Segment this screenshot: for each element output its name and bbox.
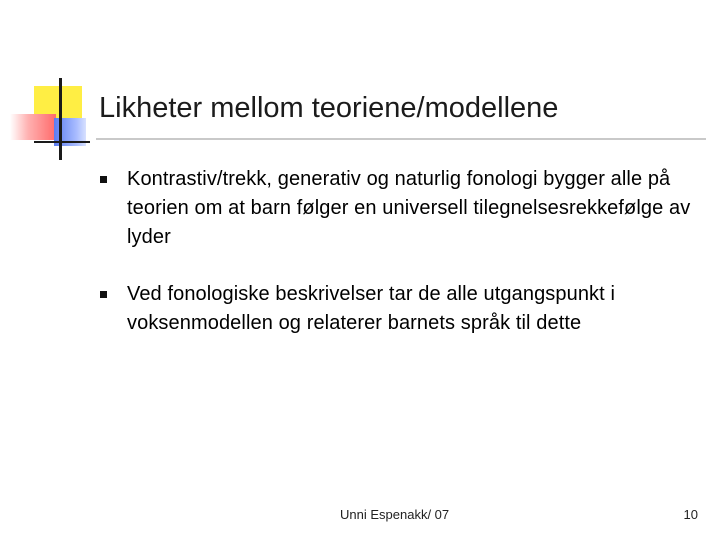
bullet-item	[98, 165, 698, 252]
bullet-item	[98, 280, 698, 338]
bullet-text: Kontrastiv/trekk, generativ og naturlig fonologi bygger alle på teorien om at barn følger en universell tilegnelsesrekkefølge av lyder	[127, 168, 691, 248]
horizontal-line-decoration	[34, 141, 90, 143]
title-underline	[96, 138, 706, 140]
footer-author: Unni Espenakk/ 07	[340, 507, 450, 522]
decorative-logo	[0, 0, 720, 170]
bullet-list	[98, 165, 698, 338]
vertical-line-decoration	[59, 78, 62, 160]
red-square-decoration	[10, 114, 56, 140]
bullet-text: Ved fonologiske beskrivelser tar de alle utgangspunkt i voksenmodellen og relaterer barnets språk til dette	[127, 283, 616, 334]
square-bullet-icon	[100, 176, 107, 183]
square-bullet-icon	[100, 291, 107, 298]
slide-title: Likheter mellom teoriene/modellene	[99, 92, 559, 124]
page-number: 10	[683, 507, 698, 522]
